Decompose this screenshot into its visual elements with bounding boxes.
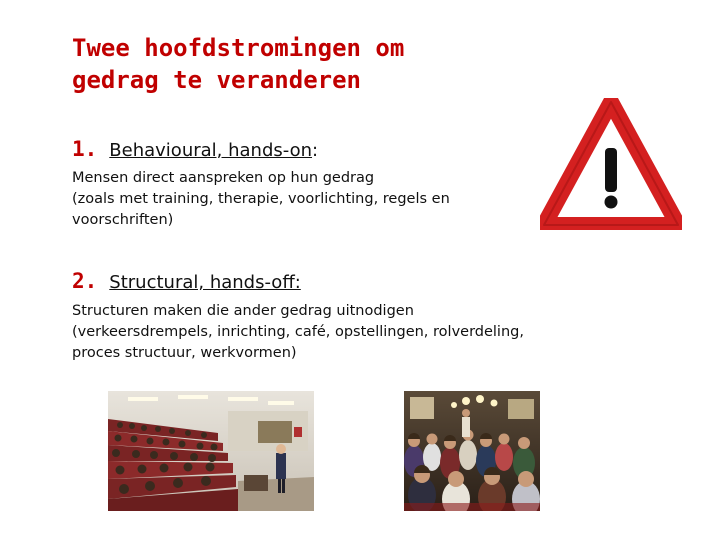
lecture-hall-photo: [108, 391, 314, 511]
item-2-body: [72, 301, 524, 364]
item-2-line-3: proces structuur, werkvormen): [72, 345, 297, 361]
title-line-2: gedrag te veranderen: [72, 66, 361, 94]
item-2-line-2: (verkeersdrempels, inrichting, café, opstellingen, rolverdeling,: [72, 324, 524, 340]
item-1-heading: [72, 137, 318, 163]
warning-sign-icon: [540, 98, 682, 230]
item-1-heading-text: Behavioural, hands-on: [109, 140, 313, 161]
title-line-1: Twee hoofdstromingen om: [72, 34, 405, 62]
item-2-heading-text: Structural, hands-off:: [109, 272, 301, 293]
item-1-heading-suffix: :: [312, 140, 319, 161]
item-1-line-2: (zoals met training, therapie, voorlichting, regels en: [72, 191, 450, 207]
item-1-line-3: voorschriften): [72, 212, 174, 228]
slide-title: [72, 32, 404, 96]
item-2-line-1: Structuren maken die ander gedrag uitnodigen: [72, 303, 414, 319]
cafe-crowd-photo: [404, 391, 540, 511]
item-2-number: 2.: [72, 269, 98, 293]
item-2-heading: [72, 269, 301, 295]
item-1-number: 1.: [72, 137, 98, 161]
item-1-body: [72, 168, 450, 231]
item-1-line-1: Mensen direct aanspreken op hun gedrag: [72, 170, 375, 186]
